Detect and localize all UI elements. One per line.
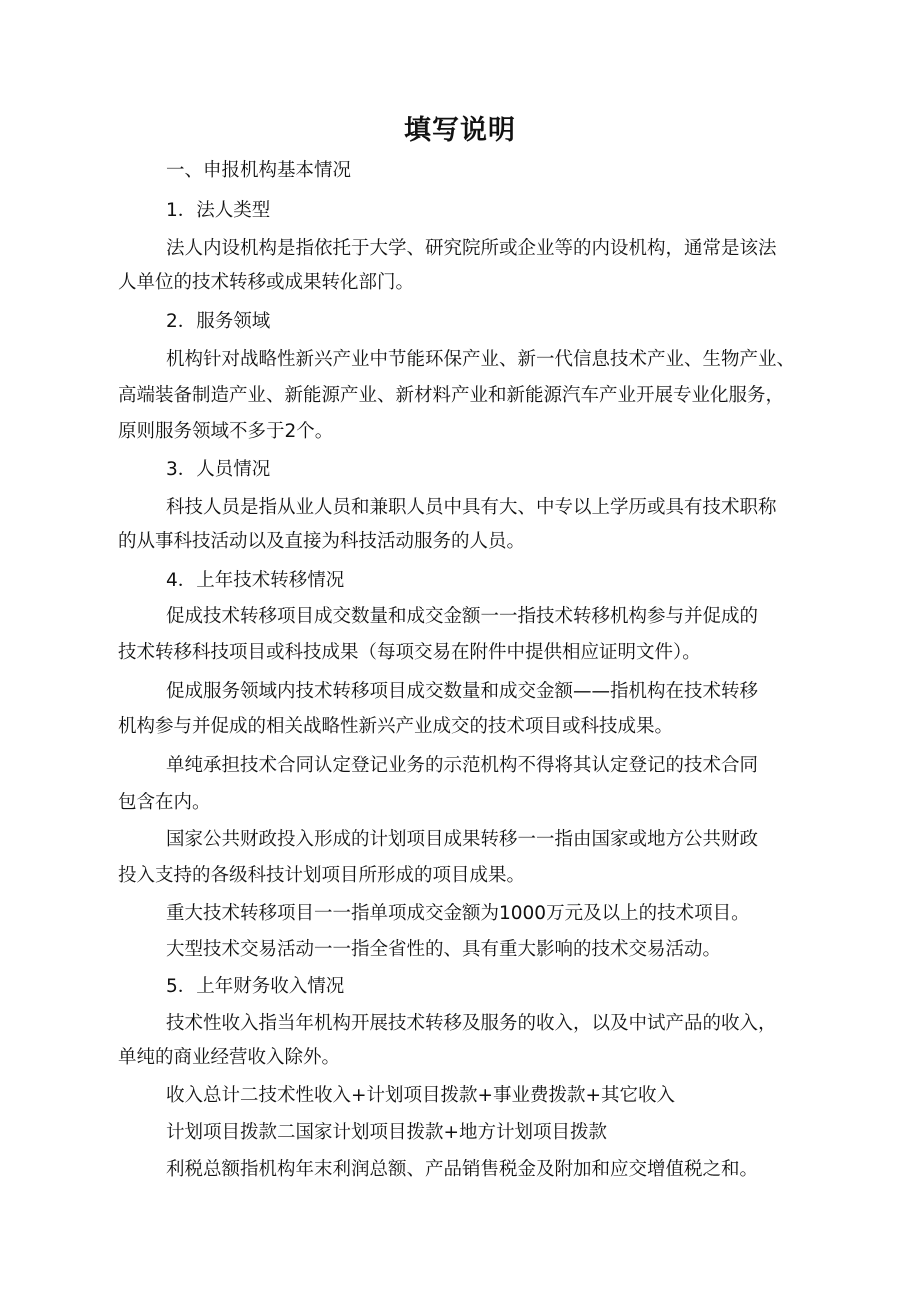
paragraph-line: 包含在内。 [118, 792, 211, 813]
paragraph-line: 单纯承担技术合同认定登记业务的示范机构不得将其认定登记的技术合同 [166, 755, 759, 776]
page-title: 填写说明 [404, 115, 516, 146]
paragraph-line: 大型技术交易活动一一指全省性的、具有重大影响的技术交易活动。 [166, 939, 722, 960]
paragraph-line: 机构针对战略性新兴产业中节能环保产业、新一代信息技术产业、生物产业、 [166, 349, 796, 370]
paragraph-line: 国家公共财政投入形成的计划项目成果转移一一指由国家或地方公共财政 [166, 829, 759, 850]
paragraph-line: 单纯的商业经营收入除外。 [118, 1047, 341, 1068]
paragraph-line: 促成服务领域内技术转移项目成交数量和成交金额——指机构在技术转移 [166, 681, 759, 702]
paragraph-line: 的从事科技活动以及直接为科技活动服务的人员。 [118, 531, 526, 552]
paragraph-line: 技术性收入指当年机构开展技术转移及服务的收入，以及中试产品的收入， [166, 1013, 777, 1034]
paragraph-line: 法人内设机构是指依托于大学、研究院所或企业等的内设机构，通常是该法 [166, 238, 777, 259]
section-heading: 一、申报机构基本情况 [166, 160, 352, 181]
formula-line: 计划项目拨款二国家计划项目拨款+地方计划项目拨款 [166, 1122, 608, 1143]
paragraph-line: 利税总额指机构年末利润总额、产品销售税金及附加和应交增值税之和。 [166, 1159, 759, 1180]
paragraph-line: 投入支持的各级科技计划项目所形成的项目成果。 [118, 865, 526, 886]
formula-line: 收入总计二技术性收入+计划项目拨款+事业费拨款+其它收入 [166, 1085, 676, 1106]
paragraph-line: 重大技术转移项目一一指单项成交金额为1000万元及以上的技术项目。 [166, 903, 750, 924]
subsection-heading: 2．服务领域 [166, 311, 271, 332]
paragraph-line: 高端装备制造产业、新能源产业、新材料产业和新能源汽车产业开展专业化服务， [118, 385, 785, 406]
paragraph-line: 原则服务领域不多于2个。 [118, 421, 334, 442]
subsection-heading: 4．上年技术转移情况 [166, 570, 345, 591]
paragraph-line: 科技人员是指从业人员和兼职人员中具有大、中专以上学历或具有技术职称 [166, 497, 777, 518]
subsection-heading: 3．人员情况 [166, 459, 271, 480]
paragraph-line: 机构参与并促成的相关战略性新兴产业成交的技术项目或科技成果。 [118, 716, 674, 737]
subsection-heading: 5．上年财务收入情况 [166, 976, 345, 997]
paragraph-line: 人单位的技术转移或成果转化部门。 [118, 272, 415, 293]
paragraph-line: 促成技术转移项目成交数量和成交金额一一指技术转移机构参与并促成的 [166, 606, 759, 627]
subsection-heading: 1．法人类型 [166, 200, 271, 221]
paragraph-line: 技术转移科技项目或科技成果（每项交易在附件中提供相应证明文件）。 [118, 642, 701, 663]
